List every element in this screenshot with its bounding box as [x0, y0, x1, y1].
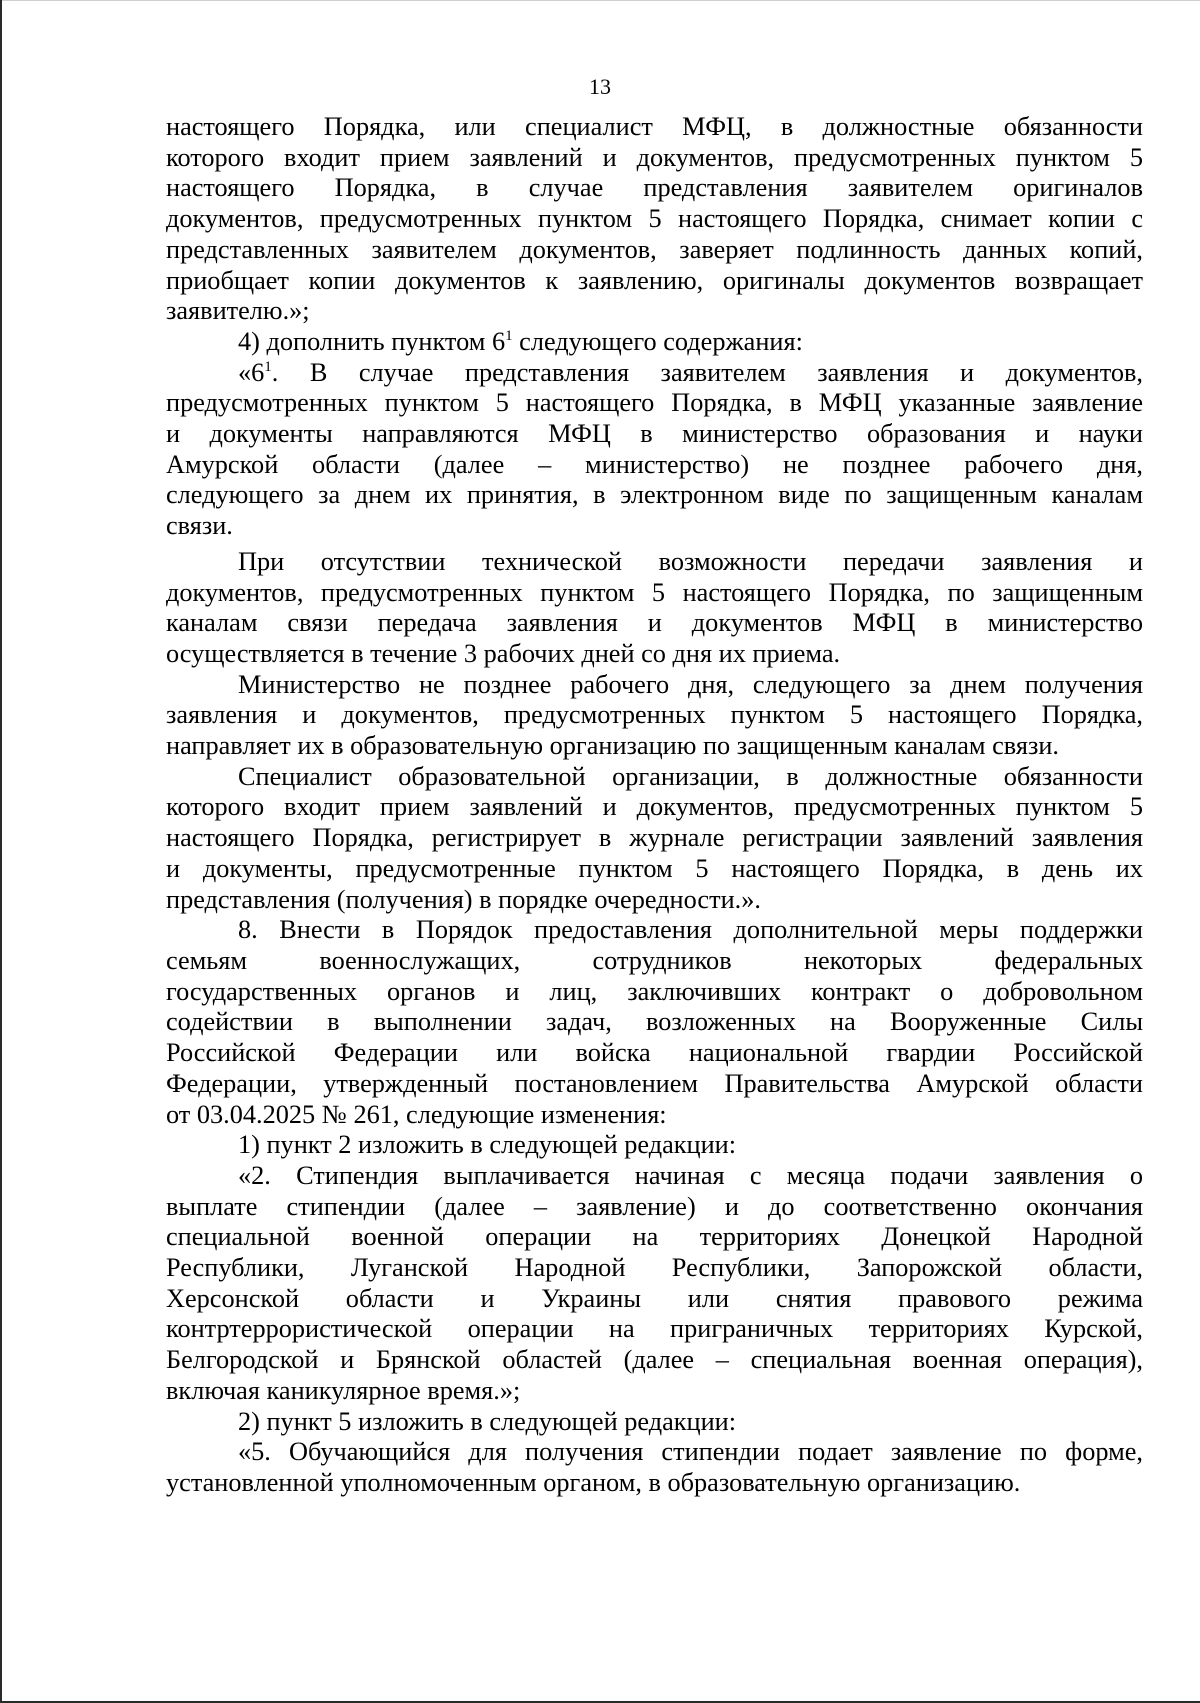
text-line: «2. Стипендия выплачивается начиная с месяца подачи заявления о — [238, 1160, 1143, 1190]
text-line: приобщает копии документов к заявлению, оригиналы документов возвращает — [166, 265, 1143, 295]
text-line: Федерации, утвержденный постановлением Правительства Амурской области — [166, 1068, 1143, 1098]
text-line: выплате стипендии (далее – заявление) и до соответственно окончания — [166, 1191, 1143, 1221]
text-fragment: . В случае представления заявителем заявления и документов, — [271, 357, 1143, 387]
text-line: Белгородской и Брянской областей (далее – специальная военная операция), — [166, 1345, 1143, 1375]
text-fragment: 4) дополнить пунктом 6 — [238, 326, 506, 356]
text-line: документов, предусмотренных пунктом 5 настоящего Порядка, по защищенным — [166, 577, 1143, 607]
text-line: представленных заявителем документов, заверяет подлинность данных копий, — [166, 234, 1143, 264]
text-line: Республики, Луганской Народной Республики, Запорожской области, — [166, 1253, 1143, 1283]
text-line: установленной уполномоченным органом, в образовательную организацию. — [166, 1467, 1021, 1497]
text-line: семьям военнослужащих, сотрудников некоторых федеральных — [166, 945, 1143, 975]
text-line — [166, 327, 1143, 358]
text-line: каналам связи передача заявления и документов МФЦ в министерство — [166, 608, 1143, 638]
scan-edge-left — [0, 0, 2, 1703]
text-line: содействии в выполнении задач, возложенных на Вооруженные Силы — [166, 1007, 1143, 1037]
text-line: осуществляется в течение 3 рабочих дней со дня их приема. — [166, 638, 841, 668]
text-line: 8. Внести в Порядок предоставления дополнительной меры поддержки — [238, 915, 1143, 945]
text-line: заявителю.»; — [166, 296, 310, 326]
text-line — [166, 358, 1143, 389]
text-line: Министерство не позднее рабочего дня, следующего за днем получения — [238, 669, 1143, 699]
scan-edge-top — [0, 0, 1200, 1]
text-line: и документы направляются МФЦ в министерство образования и науки — [166, 419, 1143, 449]
text-line: «5. Обучающийся для получения стипендии подает заявление по форме, — [238, 1437, 1143, 1467]
text-fragment: следующего содержания: — [512, 326, 803, 356]
text-line: настоящего Порядка, или специалист МФЦ, в должностные обязанности — [166, 112, 1143, 141]
superscript: 1 — [264, 358, 272, 375]
text-line: следующего за днем их принятия, в электронном виде по защищенным каналам — [166, 480, 1143, 510]
text-line: заявления и документов, предусмотренных пунктом 5 настоящего Порядка, — [166, 700, 1143, 730]
text-line: предусмотренных пунктом 5 настоящего Порядка, в МФЦ указанные заявление — [166, 388, 1143, 418]
text-line: и документы, предусмотренные пунктом 5 настоящего Порядка, в день их — [166, 853, 1143, 883]
superscript: 1 — [505, 327, 513, 344]
text-line: настоящего Порядка, в случае представления заявителем оригиналов — [166, 173, 1143, 203]
text-line: которого входит прием заявлений и документов, предусмотренных пунктом 5 — [166, 142, 1143, 172]
text-line: документов, предусмотренных пунктом 5 настоящего Порядка, снимает копии с — [166, 204, 1143, 234]
text-line: контртеррористической операции на приграничных территориях Курской, — [166, 1314, 1143, 1344]
text-line: При отсутствии технической возможности передачи заявления и — [238, 546, 1143, 576]
text-line: 1) пункт 2 изложить в следующей редакции: — [238, 1130, 737, 1160]
text-line: Специалист образовательной организации, в должностные обязанности — [238, 761, 1143, 791]
text-line: 2) пункт 5 изложить в следующей редакции: — [238, 1406, 737, 1436]
text-line: государственных органов и лиц, заключивших контракт о добровольном — [166, 976, 1143, 1006]
document-body — [166, 112, 1143, 1499]
text-line: которого входит прием заявлений и документов, предусмотренных пунктом 5 — [166, 792, 1143, 822]
page-number: 13 — [589, 74, 611, 99]
text-line: от 03.04.2025 № 261, следующие изменения: — [166, 1099, 667, 1129]
text-line: Херсонской области и Украины или снятия правового режима — [166, 1283, 1143, 1313]
text-fragment: «6 — [238, 357, 265, 387]
text-line: специальной военной операции на территориях Донецкой Народной — [166, 1222, 1143, 1252]
text-line: настоящего Порядка, регистрирует в журнале регистрации заявлений заявления — [166, 823, 1143, 853]
text-line: направляет их в образовательную организацию по защищенным каналам связи. — [166, 731, 1059, 761]
text-line: Амурской области (далее – министерство) не позднее рабочего дня, — [166, 449, 1143, 479]
text-line: Российской Федерации или войска национальной гвардии Российской — [166, 1038, 1143, 1068]
text-line: связи. — [166, 511, 233, 541]
text-line: включая каникулярное время.»; — [166, 1375, 521, 1405]
text-line: представления (получения) в порядке очередности.». — [166, 884, 761, 914]
